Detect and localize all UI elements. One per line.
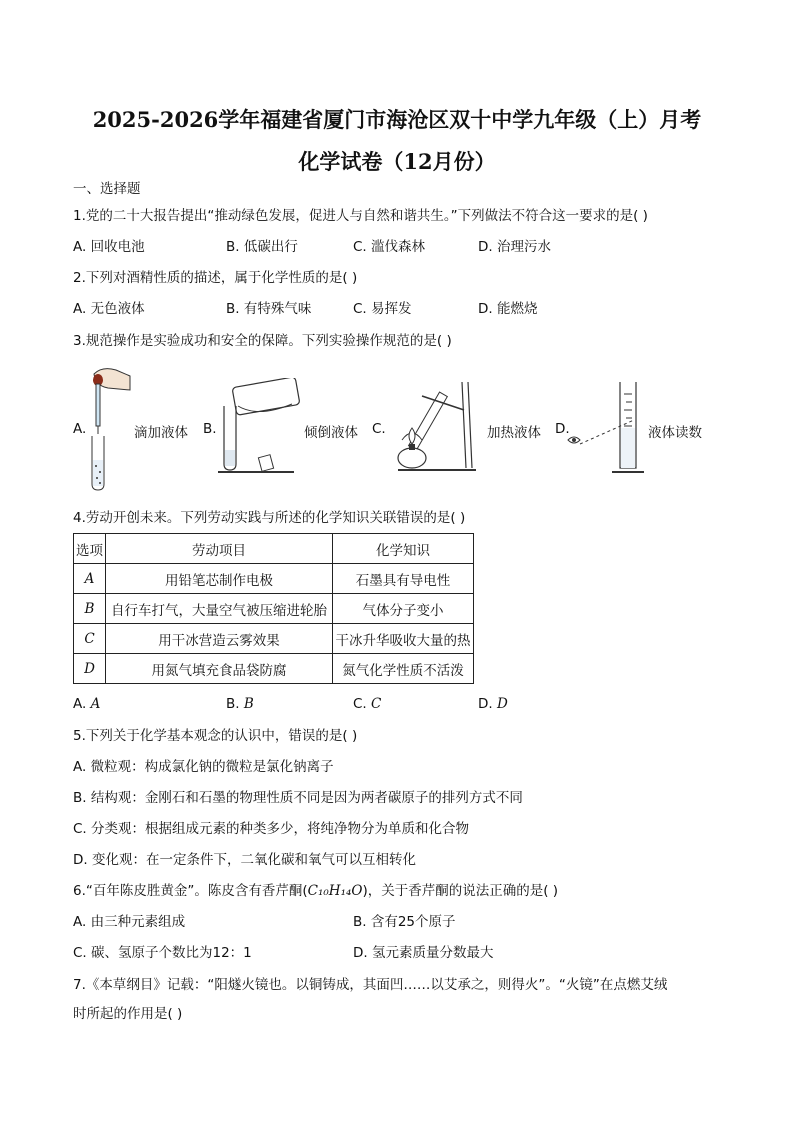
table-cell: 用干冰营造云雾效果 bbox=[106, 624, 333, 654]
q5-option-c: C. 分类观：根据组成元素的种类多少，将纯净物分为单质和化合物 bbox=[73, 821, 470, 837]
q2-option-a: A. 无色液体 bbox=[73, 301, 145, 317]
table-header-cell: 化学知识 bbox=[333, 534, 474, 564]
chemical-formula: C₁₀H₁₄O bbox=[307, 883, 363, 899]
q3-letter-b: B. bbox=[203, 421, 217, 437]
q6-option-d: D. 氢元素质量分数最大 bbox=[353, 945, 494, 961]
heating-figure bbox=[388, 370, 484, 474]
table-row bbox=[74, 624, 474, 654]
exam-title-line2: 化学试卷（12月份） bbox=[298, 149, 496, 174]
q6-option-a: A. 由三种元素组成 bbox=[73, 914, 186, 930]
exam-title-line1: 2025-2026学年福建省厦门市海沧区双十中学九年级（上）月考 bbox=[92, 107, 702, 132]
q3-letter-c: C. bbox=[372, 421, 386, 437]
q4-option-c: C. C bbox=[353, 696, 382, 712]
q3-label-a: 滴加液体 bbox=[134, 425, 188, 441]
q5-option-a: A. 微粒观：构成氯化钠的微粒是氯化钠离子 bbox=[73, 759, 334, 775]
q1-stem: 1.党的二十大报告提出“推动绿色发展，促进人与自然和谐共生。”下列做法不符合这一要求的是( ) bbox=[73, 208, 648, 224]
q3-stem: 3.规范操作是实验成功和安全的保障。下列实验操作规范的是( ) bbox=[73, 333, 452, 349]
q4-option-b: B. B bbox=[226, 696, 254, 712]
q1-option-d: D. 治理污水 bbox=[478, 239, 551, 255]
q3-label-b: 倾倒液体 bbox=[304, 425, 358, 441]
q4-table bbox=[73, 533, 474, 684]
q1-option-b: B. 低碳出行 bbox=[226, 239, 298, 255]
q2-option-c: C. 易挥发 bbox=[353, 301, 412, 317]
table-row bbox=[74, 594, 474, 624]
table-cell: 用铅笔芯制作电极 bbox=[106, 564, 333, 594]
table-cell: 用氮气填充食品袋防腐 bbox=[106, 654, 333, 684]
q7-stem-line1: 7.《本草纲目》记载：“阳燧火镜也。以铜铸成，其面凹……以艾承之，则得火”。“火镜”在点燃艾绒 bbox=[73, 977, 668, 993]
q1-option-a: A. 回收电池 bbox=[73, 239, 145, 255]
q5-option-d: D. 变化观：在一定条件下，二氧化碳和氧气可以互相转化 bbox=[73, 852, 416, 868]
q4-option-d: D. D bbox=[478, 696, 508, 712]
q4-stem: 4.劳动开创未来。下列劳动实践与所述的化学知识关联错误的是( ) bbox=[73, 510, 466, 526]
table-row bbox=[74, 654, 474, 684]
q6-option-c: C. 碳、氢原子个数比为12：1 bbox=[73, 945, 252, 961]
q7-stem-line2: 时所起的作用是( ) bbox=[73, 1006, 183, 1022]
table-cell: D bbox=[74, 654, 106, 684]
section-heading: 一、选择题 bbox=[73, 181, 141, 197]
q3-label-d: 液体读数 bbox=[648, 425, 702, 441]
table-cell: 石墨具有导电性 bbox=[333, 564, 474, 594]
table-header-cell: 劳动项目 bbox=[106, 534, 333, 564]
q4-option-a: A. A bbox=[73, 696, 101, 712]
q2-stem: 2.下列对酒精性质的描述，属于化学性质的是( ) bbox=[73, 270, 358, 286]
table-cell: 干冰升华吸收大量的热 bbox=[333, 624, 474, 654]
q3-letter-d: D. bbox=[555, 421, 570, 437]
table-cell: A bbox=[74, 564, 106, 594]
table-cell: C bbox=[74, 624, 106, 654]
q6-option-b: B. 含有25个原子 bbox=[353, 914, 456, 930]
table-header-cell: 选项 bbox=[74, 534, 106, 564]
q5-stem: 5.下列关于化学基本观念的认识中，错误的是( ) bbox=[73, 728, 358, 744]
q2-option-d: D. 能燃烧 bbox=[478, 301, 538, 317]
dropper-figure bbox=[86, 364, 132, 492]
q3-label-c: 加热液体 bbox=[487, 425, 541, 441]
q2-option-b: B. 有特殊气味 bbox=[226, 301, 312, 317]
table-row bbox=[74, 564, 474, 594]
q6-stem: 6.“百年陈皮胜黄金”。陈皮含有香芹酮(C₁₀H₁₄O)，关于香芹酮的说法正确的是( ) bbox=[73, 883, 559, 899]
table-cell: B bbox=[74, 594, 106, 624]
q5-option-b: B. 结构观：金刚石和石墨的物理性质不同是因为两者碳原子的排列方式不同 bbox=[73, 790, 523, 806]
q1-option-c: C. 滥伐森林 bbox=[353, 239, 426, 255]
q3-letter-a: A. bbox=[73, 421, 87, 437]
table-cell: 自行车打气，大量空气被压缩进轮胎 bbox=[106, 594, 333, 624]
table-cell: 气体分子变小 bbox=[333, 594, 474, 624]
graduated-cylinder-figure bbox=[566, 380, 646, 476]
table-header-row bbox=[74, 534, 474, 564]
pouring-figure bbox=[218, 378, 302, 476]
table-cell: 氮气化学性质不活泼 bbox=[333, 654, 474, 684]
